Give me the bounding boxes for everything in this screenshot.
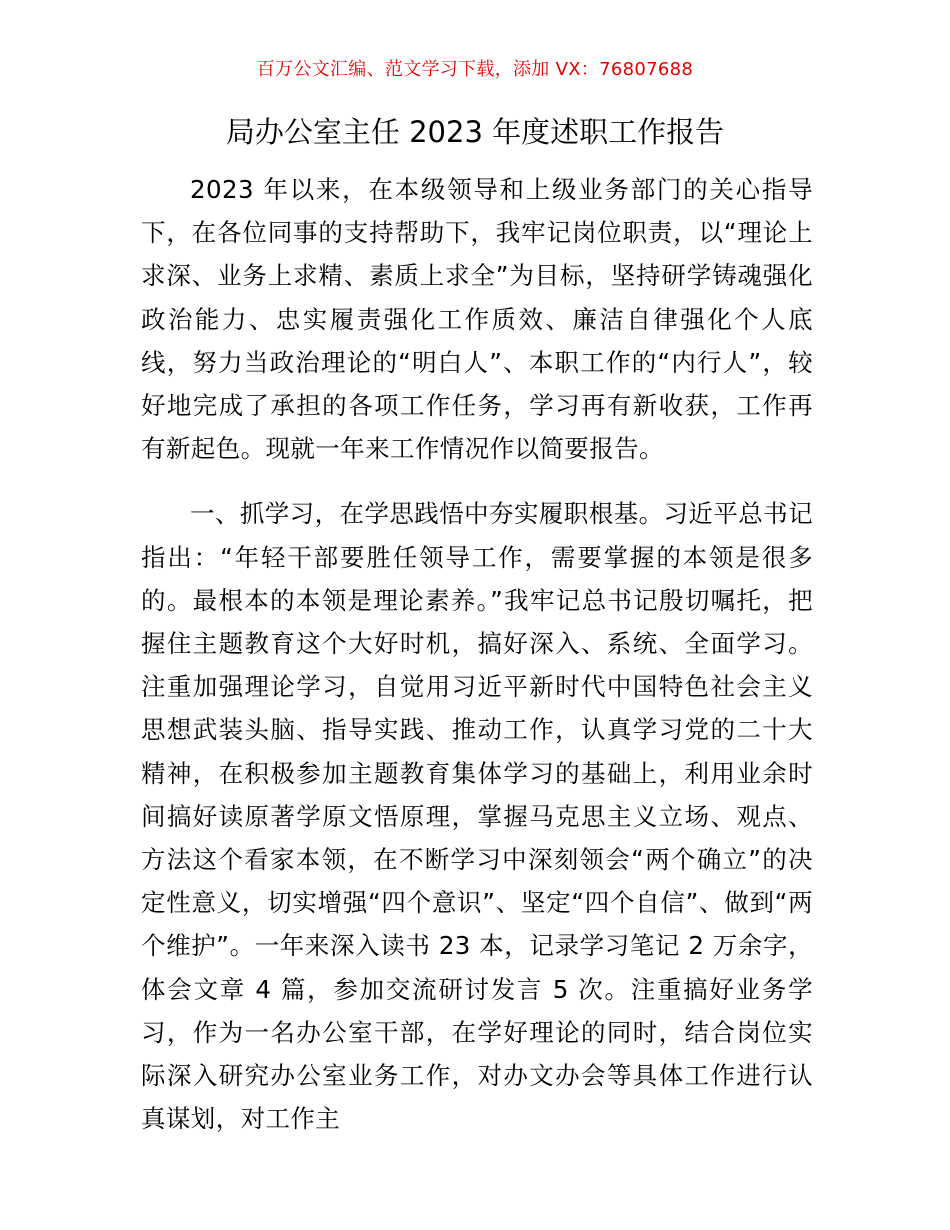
header-banner: 百万公文汇编、范文学习下载，添加 VX：76807688 xyxy=(256,59,694,80)
paragraph-intro: 2023 年以来，在本级领导和上级业务部门的关心指导下，在各位同事的支持帮助下，我牢记岗位职责，以“理论上求深、业务上求精、素质上求全”为目标，坚持研学铸魂强化政治能力、忠实履责强化工作质效、廉洁自律强化个人底线，努力当政治理论的“明白人”、本职工作的“内行人”，较好地完成了承担的各项工作任务，学习再有新收获，工作再有新起色。现就一年来工作情况作以简要报告。 xyxy=(141,175,813,464)
paragraph-section-1: 一、抓学习，在学思践悟中夯实履职根基。习近平总书记指出：“年轻干部要胜任领导工作，需要掌握的本领是很多的。最根本的本领是理论素养。”我牢记总书记殷切嘱托，把握住主题教育这个大好时机，搞好深入、系统、全面学习。注重加强理论学习，自觉用习近平新时代中国特色社会主义思想武装头脑、指导实践、推动工作，认真学习党的二十大精神，在积极参加主题教育集体学习的基础上，利用业余时间搞好读原著学原文悟原理，掌握马克思主义立场、观点、方法这个看家本领，在不断学习中深刻领会“两个确立”的决定性意义，切实增强“四个意识”、坚定“四个自信”、做到“两个维护”。一年来深入读书 23 本，记录学习笔记 2 万余字，体会文章 4 篇，参加交流研讨发言 5 次。注重搞好业务学习，作为一名办公室干部，在学好理论的同时，结合岗位实际深入研究办公室业务工作，对办文办会等具体工作进行认真谋划，对工作主 xyxy=(141,499,813,1134)
document-body xyxy=(141,168,813,1140)
document-title: 局办公室主任 2023 年度述职工作报告 xyxy=(225,115,725,149)
